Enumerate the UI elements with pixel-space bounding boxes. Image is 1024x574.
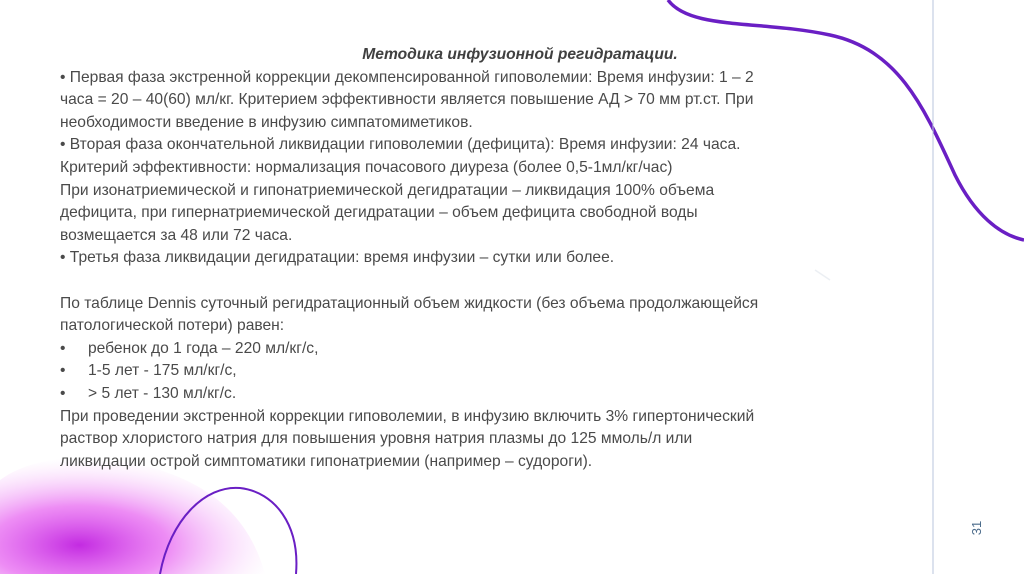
body-line: часа = 20 – 40(60) мл/кг. Критерием эффективности является повышение АД > 70 мм рт.ст. При — [60, 91, 754, 109]
dennis-line: По таблице Dennis суточный регидратационный объем жидкости (без объема продолжающейся — [60, 294, 759, 312]
bullet-marker: • — [60, 362, 66, 380]
list-item — [60, 338, 940, 361]
closing-line: раствор хлористого натрия для повышения уровня натрия плазмы до 125 ммоль/л или — [60, 430, 693, 448]
body-line: • Третья фаза ликвидации дегидратации: время инфузии – сутки или более. — [60, 249, 615, 267]
closing-line: ликвидации острой симптоматики гипонатриемии (например – судороги). — [60, 452, 593, 470]
slide-title: Методика инфузионной регидратации. — [362, 46, 678, 63]
body-line: При изонатриемической и гипонатриемической дегидратации – ликвидация 100% объема — [60, 181, 715, 199]
list-item-text: 1-5 лет - 175 мл/кг/с, — [88, 362, 237, 380]
list-item-text: > 5 лет - 130 мл/кг/с. — [88, 384, 237, 402]
paragraph-spacer — [60, 270, 940, 293]
dennis-line: патологической потери) равен: — [60, 317, 285, 335]
body-line: • Первая фаза экстренной коррекции декомпенсированной гиповолемии: Время инфузии: 1 – 2 — [60, 68, 754, 86]
closing-line: При проведении экстренной коррекции гиповолемии, в инфузию включить 3% гипертонический — [60, 407, 755, 425]
body-line: Критерий эффективности: нормализация почасового диуреза (более 0,5-1мл/кг/час) — [60, 158, 673, 176]
pink-blob-shape — [0, 458, 265, 574]
body-line: дефицита, при гипернатриемической дегидратации – объем дефицита свободной воды — [60, 204, 698, 222]
body-line: • Вторая фаза окончательной ликвидации гиповолемии (дефицита): Время инфузии: 24 часа. — [60, 136, 741, 154]
list-item — [60, 360, 940, 383]
bullet-marker: • — [60, 384, 66, 402]
body-line: возмещается за 48 или 72 часа. — [60, 226, 293, 244]
page-number: 31 — [969, 520, 984, 536]
slide-content — [60, 44, 940, 473]
list-item — [60, 383, 940, 406]
bullet-marker: • — [60, 339, 66, 357]
body-line: необходимости введение в инфузию симпатомиметиков. — [60, 113, 473, 131]
list-item-text: ребенок до 1 года – 220 мл/кг/с, — [88, 339, 319, 357]
